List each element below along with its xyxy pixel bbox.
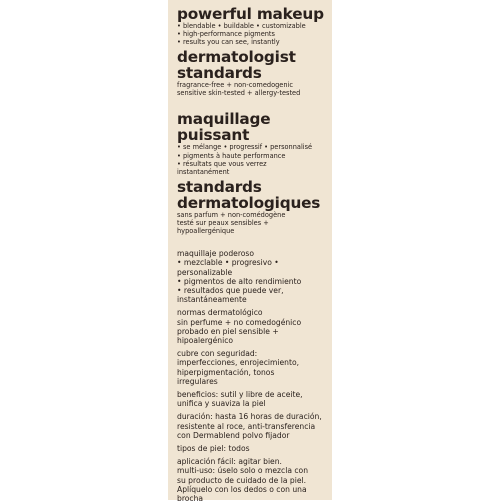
es-line: con Dermablend polvo fijador	[177, 430, 290, 440]
fr-derm-line: sans parfum + non-comédogène	[177, 210, 286, 219]
es-line: irregulares	[177, 376, 218, 386]
es-line: probado en piel sensible +	[177, 326, 279, 336]
heading-maquillage-puissant: maquillage puissant	[177, 110, 271, 145]
es-line: brocha	[177, 494, 204, 503]
en-derm-line: fragrance-free + non-comedogenic	[177, 81, 293, 90]
heading-powerful-makeup: powerful makeup	[177, 5, 324, 23]
es-line: hiperpigmentación, tonos	[177, 367, 275, 377]
en-bullet: • blendable • buildable • customizable	[177, 22, 306, 30]
heading-dermatologiques: dermatologiques	[177, 193, 321, 212]
es-line: cubre con seguridad:	[177, 349, 258, 359]
es-line: aplicación fácil: agitar bien.	[177, 457, 282, 467]
product-text-panel	[168, 0, 332, 503]
fr-bullet: • pigments à haute performance	[177, 151, 286, 160]
es-line: sin perfume + no comedogénico	[177, 317, 302, 327]
es-line: instantáneamente	[177, 295, 247, 305]
fr-derm-line: hypoallergénique	[177, 227, 235, 236]
heading-dermatologist: dermatologist	[177, 48, 296, 67]
french-section	[177, 111, 324, 235]
fr-bullet: • se mélange • progressif • personnalisé	[177, 143, 313, 152]
es-line: resistente al roce, anti-transferencia	[177, 421, 316, 431]
es-line: hipoalergénico	[177, 335, 234, 345]
en-derm-line: sensitive skin-tested + allergy-tested	[177, 89, 301, 98]
es-line: personalizable	[177, 267, 233, 277]
es-line: multi-uso: úselo solo o mezcla con	[177, 466, 309, 476]
es-line: normas dermatológico	[177, 308, 263, 318]
es-line: beneficios: sutil y libre de aceite,	[177, 389, 303, 399]
heading-standards-fr: standards	[177, 177, 262, 196]
es-line: imperfecciones, enrojecimiento,	[177, 358, 300, 368]
es-line: maquillaje poderoso	[177, 249, 255, 259]
en-bullet: • high-performance pigments	[177, 30, 275, 39]
es-line: • pigmentos de alto rendimiento	[177, 276, 302, 286]
es-line: • mezclable • progresivo •	[177, 258, 279, 268]
spanish-section	[177, 249, 324, 503]
en-bullet: • results you can see, instantly	[177, 38, 280, 47]
es-line: tipos de piel: todos	[177, 443, 250, 453]
fr-bullet: instantanément	[177, 167, 230, 176]
es-line: Aplíquelo con los dedos o con una	[177, 484, 307, 494]
es-line: su producto de cuidado de la piel.	[177, 475, 307, 485]
es-line: duración: hasta 16 horas de duración,	[177, 412, 322, 422]
english-section	[177, 6, 324, 97]
fr-bullet: • résultats que vous verrez	[177, 159, 267, 168]
es-line: unifica y suaviza la piel	[177, 399, 266, 409]
es-line: • resultados que puede ver,	[177, 285, 284, 295]
fr-derm-line: testé sur peaux sensibles +	[177, 218, 269, 227]
heading-standards: standards	[177, 64, 262, 83]
